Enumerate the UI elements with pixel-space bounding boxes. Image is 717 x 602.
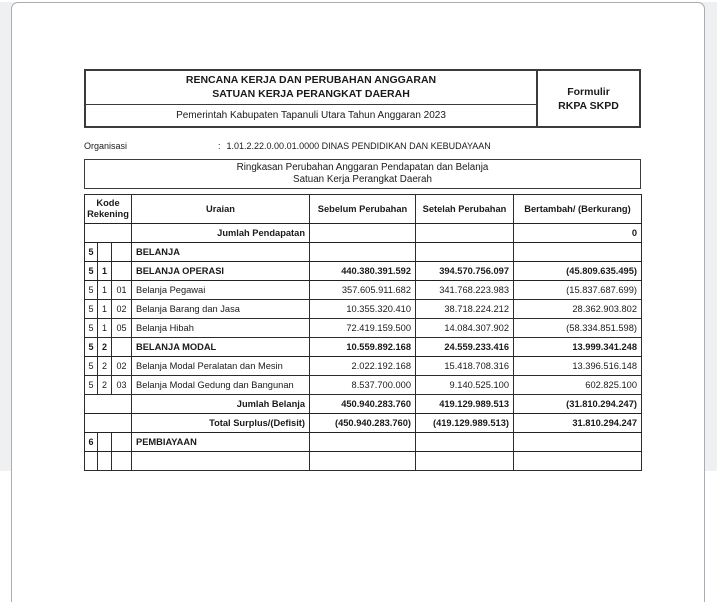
bertambah-berkurang-cell [514,452,642,471]
bertambah-berkurang-cell: 13.396.516.148 [514,357,642,376]
summary-title-line2: Satuan Kerja Perangkat Daerah [293,174,432,187]
document-content [84,69,641,471]
formulir-box [538,71,639,126]
table-row [85,395,642,414]
uraian-cell: Jumlah Belanja [132,395,310,414]
form-header-box [84,69,641,128]
table-row [85,300,642,319]
kode-cell-2: 2 [98,357,112,376]
sebelum-perubahan-cell: (450.940.283.760) [310,414,416,433]
summary-title-line1: Ringkasan Perubahan Anggaran Pendapatan dan Belanja [237,162,489,175]
uraian-cell: Belanja Barang dan Jasa [132,300,310,319]
sebelum-perubahan-cell: 10.355.320.410 [310,300,416,319]
setelah-perubahan-cell: 419.129.989.513 [416,395,514,414]
form-title-line1: RENCANA KERJA DAN PERUBAHAN ANGGARAN [186,74,436,88]
setelah-perubahan-cell: 14.084.307.902 [416,319,514,338]
table-row [85,414,642,433]
table-row [85,338,642,357]
form-header-main [86,71,538,126]
kode-cell-2: 2 [98,376,112,395]
bertambah-berkurang-cell: (45.809.635.495) [514,262,642,281]
formulir-label-line1: Formulir [567,85,610,99]
formulir-label-line2: RKPA SKPD [558,99,619,113]
kode-cell-1: 5 [85,338,98,357]
kode-cell-1: 5 [85,319,98,338]
sebelum-perubahan-cell: 8.537.700.000 [310,376,416,395]
uraian-cell: Belanja Pegawai [132,281,310,300]
summary-title-box [84,159,641,189]
bertambah-berkurang-cell: 28.362.903.802 [514,300,642,319]
setelah-perubahan-cell: 15.418.708.316 [416,357,514,376]
kode-cell-1: 5 [85,376,98,395]
uraian-cell: Belanja Modal Peralatan dan Mesin [132,357,310,376]
form-title-line2: SATUAN KERJA PERANGKAT DAERAH [212,88,410,102]
kode-cell [85,224,132,243]
bertambah-berkurang-cell: 13.999.341.248 [514,338,642,357]
uraian-cell: Belanja Modal Gedung dan Bangunan [132,376,310,395]
form-title [86,71,536,105]
kode-cell-3: 02 [112,357,132,376]
sebelum-perubahan-cell: 440.380.391.592 [310,262,416,281]
bertambah-berkurang-cell: 602.825.100 [514,376,642,395]
setelah-perubahan-cell: 9.140.525.100 [416,376,514,395]
sebelum-perubahan-cell [310,433,416,452]
setelah-perubahan-cell: 341.768.223.983 [416,281,514,300]
header-bertambah-berkurang: Bertambah/ (Berkurang) [514,195,642,224]
uraian-cell: Total Surplus/(Defisit) [132,414,310,433]
setelah-perubahan-cell: 38.718.224.212 [416,300,514,319]
kode-cell-3: 02 [112,300,132,319]
table-row [85,433,642,452]
sebelum-perubahan-cell [310,224,416,243]
kode-cell-2: 2 [98,338,112,357]
kode-cell-3 [112,338,132,357]
government-subtitle: Pemerintah Kabupaten Tapanuli Utara Tahun Anggaran 2023 [86,105,536,126]
kode-cell-2: 1 [98,262,112,281]
setelah-perubahan-cell [416,433,514,452]
header-uraian: Uraian [132,195,310,224]
table-row [85,319,642,338]
sebelum-perubahan-cell: 72.419.159.500 [310,319,416,338]
kode-cell [85,414,132,433]
uraian-cell: BELANJA OPERASI [132,262,310,281]
table-row [85,376,642,395]
setelah-perubahan-cell: (419.129.989.513) [416,414,514,433]
kode-cell-2 [98,243,112,262]
table-row [85,262,642,281]
budget-table [84,194,642,471]
table-row [85,357,642,376]
header-kode-rekening: Kode Rekening [85,195,132,224]
kode-cell-3 [112,433,132,452]
kode-cell-1: 5 [85,243,98,262]
setelah-perubahan-cell: 394.570.756.097 [416,262,514,281]
kode-cell-3 [112,243,132,262]
kode-cell-3 [112,452,132,471]
kode-cell-2: 1 [98,281,112,300]
sebelum-perubahan-cell [310,243,416,262]
uraian-cell: PEMBIAYAAN [132,433,310,452]
sebelum-perubahan-cell: 450.940.283.760 [310,395,416,414]
organisasi-value: 1.01.2.22.0.00.01.0000 DINAS PENDIDIKAN DAN KEBUDAYAAN [227,141,491,151]
bertambah-berkurang-cell: 31.810.294.247 [514,414,642,433]
kode-cell-3: 05 [112,319,132,338]
bertambah-berkurang-cell [514,243,642,262]
organisasi-row [84,139,641,152]
kode-cell-3: 03 [112,376,132,395]
bertambah-berkurang-cell: (31.810.294.247) [514,395,642,414]
table-row [85,224,642,243]
document-page [11,2,705,602]
setelah-perubahan-cell [416,243,514,262]
kode-cell-1 [85,452,98,471]
uraian-cell: BELANJA [132,243,310,262]
kode-cell-1: 5 [85,300,98,319]
setelah-perubahan-cell [416,452,514,471]
setelah-perubahan-cell [416,224,514,243]
uraian-cell: Jumlah Pendapatan [132,224,310,243]
organisasi-colon: : [218,141,221,151]
table-header-row [85,195,642,224]
kode-cell-1: 5 [85,262,98,281]
bertambah-berkurang-cell: (15.837.687.699) [514,281,642,300]
bertambah-berkurang-cell [514,433,642,452]
setelah-perubahan-cell: 24.559.233.416 [416,338,514,357]
kode-cell-3 [112,262,132,281]
table-row [85,243,642,262]
kode-cell [85,395,132,414]
kode-cell-3: 01 [112,281,132,300]
sebelum-perubahan-cell: 2.022.192.168 [310,357,416,376]
organisasi-label: Organisasi [84,141,218,151]
bertambah-berkurang-cell: (58.334.851.598) [514,319,642,338]
uraian-cell: BELANJA MODAL [132,338,310,357]
kode-cell-2: 1 [98,300,112,319]
kode-cell-2 [98,433,112,452]
uraian-cell: Belanja Hibah [132,319,310,338]
kode-cell-2: 1 [98,319,112,338]
uraian-cell [132,452,310,471]
sebelum-perubahan-cell [310,452,416,471]
header-setelah-perubahan: Setelah Perubahan [416,195,514,224]
sebelum-perubahan-cell: 357.605.911.682 [310,281,416,300]
bertambah-berkurang-cell: 0 [514,224,642,243]
kode-cell-2 [98,452,112,471]
table-row [85,281,642,300]
kode-cell-1: 5 [85,281,98,300]
table-row [85,452,642,471]
kode-cell-1: 5 [85,357,98,376]
kode-cell-1: 6 [85,433,98,452]
sebelum-perubahan-cell: 10.559.892.168 [310,338,416,357]
header-sebelum-perubahan: Sebelum Perubahan [310,195,416,224]
